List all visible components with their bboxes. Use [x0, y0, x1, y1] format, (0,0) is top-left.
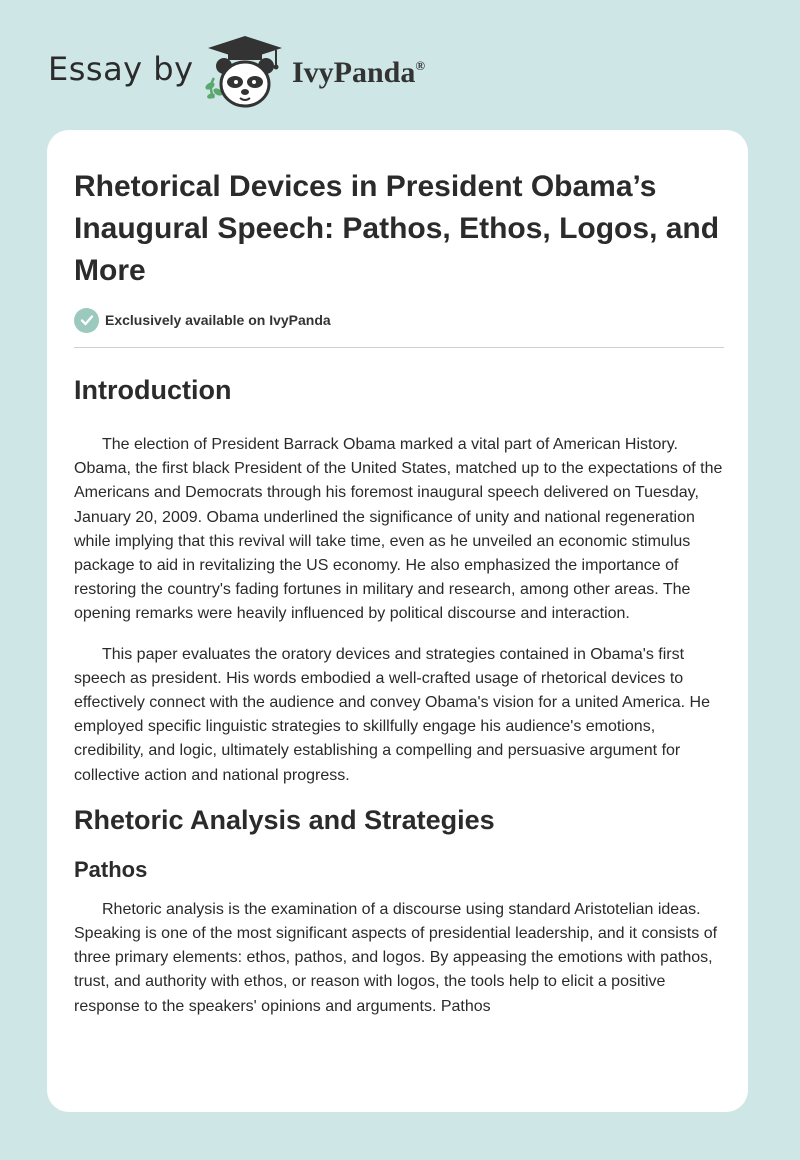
subsection-heading-pathos: Pathos [74, 856, 148, 882]
article-card [47, 130, 748, 1112]
paragraph: This paper evaluates the oratory devices and strategies contained in Obama's first speech as president. His words embodied a well-crafted usage of rhetorical devices to effectively connect with the audience and convey Obama's vision for a united America. He employed specific linguistic strategies to skillfully engage his audience's emotions, credibility, and logic, ultimately establishing a compelling and persuasive argument for collective action and national progress. [74, 645, 710, 784]
panda-graduate-icon[interactable] [200, 32, 290, 112]
article-content [74, 166, 724, 1019]
check-circle-icon [74, 308, 99, 333]
section-heading-rhetoric-analysis: Rhetoric Analysis and Strategies [74, 804, 495, 835]
brand-name[interactable] [292, 56, 425, 90]
section-heading-introduction: Introduction [74, 375, 232, 405]
essay-by-label: Essay by [48, 50, 194, 88]
paragraph: Rhetoric analysis is the examination of a discourse using standard Aristotelian ideas. Speaking is one of the most significant aspects of presidential leadership, and it consists of three primary elements: ethos, pathos, and logos. By appeasing the emotions with pathos, trust, and authority with ethos, or reason with logos, the tools help to elicit a positive response to the speakers' opinions and arguments. Pathos [74, 900, 718, 1015]
exclusive-badge-label: Exclusively available on IvyPanda [105, 312, 331, 328]
registered-mark: ® [415, 58, 426, 73]
site-header [0, 0, 800, 125]
paragraph: The election of President Barrack Obama marked a vital part of American History. Obama, the first black President of the United States, matched up to the expectations of the Americans and Democrats through his foremost inaugural speech delivered on Tuesday, January 20, 2009. Obama underlined the significance of unity and national regeneration while implying that this revival will take time, even as he unveiled an economic stimulus package to aid in revitalizing the US economy. He also emphasized the importance of restoring the country's fading fortunes in military and research, among other areas. The opening remarks were heavily influenced by political discourse and interaction. [74, 436, 723, 623]
exclusive-badge [74, 307, 724, 333]
brand-text: IvyPanda [292, 56, 416, 89]
article-title: Rhetorical Devices in President Obama’s Inaugural Speech: Pathos, Ethos, Logos, and More [74, 170, 720, 287]
divider [74, 347, 724, 348]
